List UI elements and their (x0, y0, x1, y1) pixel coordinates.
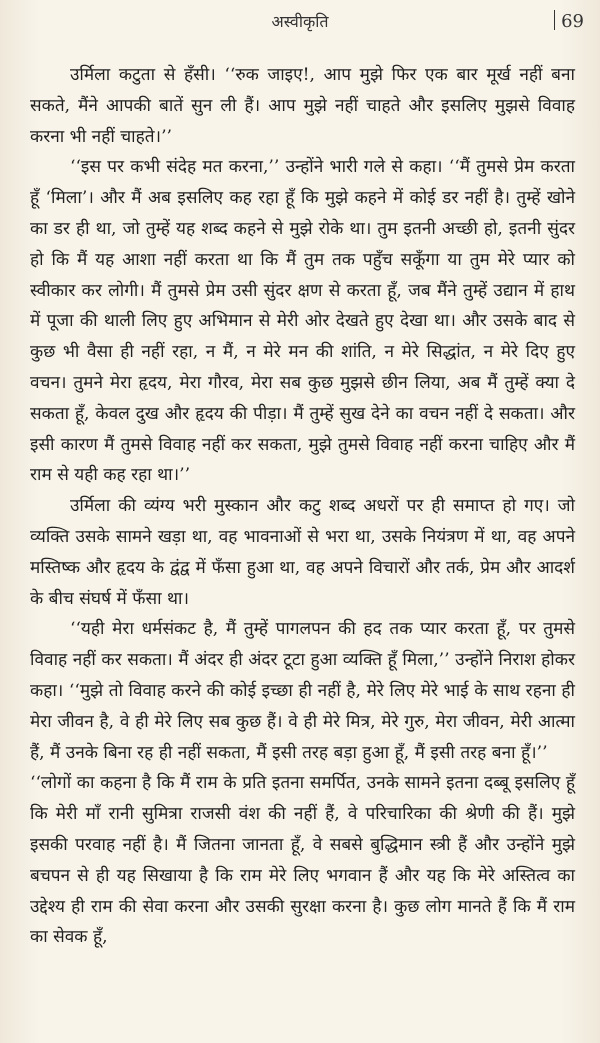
paragraph: ‘‘इस पर कभी संदेह मत करना,’’ उन्होंने भारी गले से कहा। ‘‘मैं तुमसे प्रेम करता हूँ ‘मिला’। और मैं अब इसलिए कह रहा हूँ कि मुझे कहने में कोई डर नहीं है। तुम्हें खोने का डर ही था, जो तुम्हें यह शब्द कहने से मुझे रोके था। तुम इतनी अच्छी हो, इतनी सुंदर हो कि मैं यह आशा नहीं करता था कि मैं तुम तक पहुँच सकूँगा या तुम मेरे प्यार को स्वीकार कर लोगी। मैं तुमसे प्रेम उसी सुंदर क्षण से करता हूँ, जब मैंने तुम्हें उद्यान में हाथ में पूजा की थाली लिए हुए अभिमान से मेरी ओर देखते हुए देखा था। और उसके बाद से कुछ भी वैसा ही नहीं रहा, न मैं, न मेरे मन की शांति, न मेरे सिद्धांत, न मेरे दिए हुए वचन। तुमने मेरा हृदय, मेरा गौरव, मेरा सब कुछ मुझसे छीन लिया, अब मैं तुम्हें क्या दे सकता हूँ, केवल दुख और हृदय की पीड़ा। मैं तुम्हें सुख देने का वचन नहीं दे सकता। और इसी कारण मैं तुमसे विवाह नहीं कर सकता, मुझे तुमसे विवाह नहीं करना चाहिए और मैं राम से यही कह रहा था।’’ (30, 157, 575, 486)
page-number (554, 10, 584, 32)
page-header (0, 6, 600, 40)
paragraph: ‘‘यही मेरा धर्मसंकट है, मैं तुम्हें पागलपन की हद तक प्यार करता हूँ, पर तुमसे विवाह नहीं कर सकता। मैं अंदर ही अंदर टूटा हुआ व्यक्ति हूँ मिला,’’ उन्होंने निराश होकर कहा। ‘‘मुझे तो विवाह करने की कोई इच्छा ही नहीं है, मेरे लिए मेरे भाई के साथ रहना ही मेरा जीवन है, वे ही मेरे लिए सब कुछ हैं। वे ही मेरे मित्र, मेरे गुरु, मेरा जीवन, मेरी आत्मा हैं, मैं उनके बिना रह ही नहीं सकता, मैं इसी तरह बड़ा हुआ हूँ, मैं इसी तरह बना हूँ।’’ (30, 619, 575, 763)
paragraph: ‘‘लोगों का कहना है कि मैं राम के प्रति इतना समर्पित, उनके सामने इतना दब्बू इसलिए हूँ कि मेरी माँ रानी सुमित्रा राजसी वंश की नहीं हैं, वे परिचारिका की श्रेणी की हैं। मुझे इसकी परवाह नहीं है। मैं जितना जानता हूँ, वे सबसे बुद्धिमान स्त्री हैं और उन्होंने मुझे बचपन से ही यह सिखाया है कि राम मेरे लिए भगवान हैं और यह कि मेरे अस्तित्व का उद्देश्य ही राम की सेवा करना और उसकी सुरक्षा करना है। कुछ लोग मानते हैं कि मैं राम का सेवक हूँ, (30, 773, 575, 948)
paragraph: उर्मिला कटुता से हँसी। ‘‘रुक जाइए!, आप मुझे फिर एक बार मूर्ख नहीं बना सकते, मैंने आपकी बातें सुन ली हैं। आप मुझे नहीं चाहते और इसलिए मुझसे विवाह करना भी नहीं चाहते।’’ (30, 65, 575, 147)
page-number-text: 69 (561, 11, 584, 32)
running-title: अस्वीकृति (271, 12, 329, 31)
paragraph: उर्मिला की व्यंग्य भरी मुस्कान और कटु शब्द अधरों पर ही समाप्त हो गए। जो व्यक्ति उसके सामने खड़ा था, वह भावनाओं से भरा था, उसके नियंत्रण में था, वह अपने मस्तिष्क और हृदय के द्वंद्व में फँसा हुआ था, वह अपने विचारों और तर्क, प्रेम और आदर्श के बीच संघर्ष में फँसा था। (30, 496, 575, 609)
body-text (30, 60, 575, 953)
page-number-divider (554, 10, 555, 30)
